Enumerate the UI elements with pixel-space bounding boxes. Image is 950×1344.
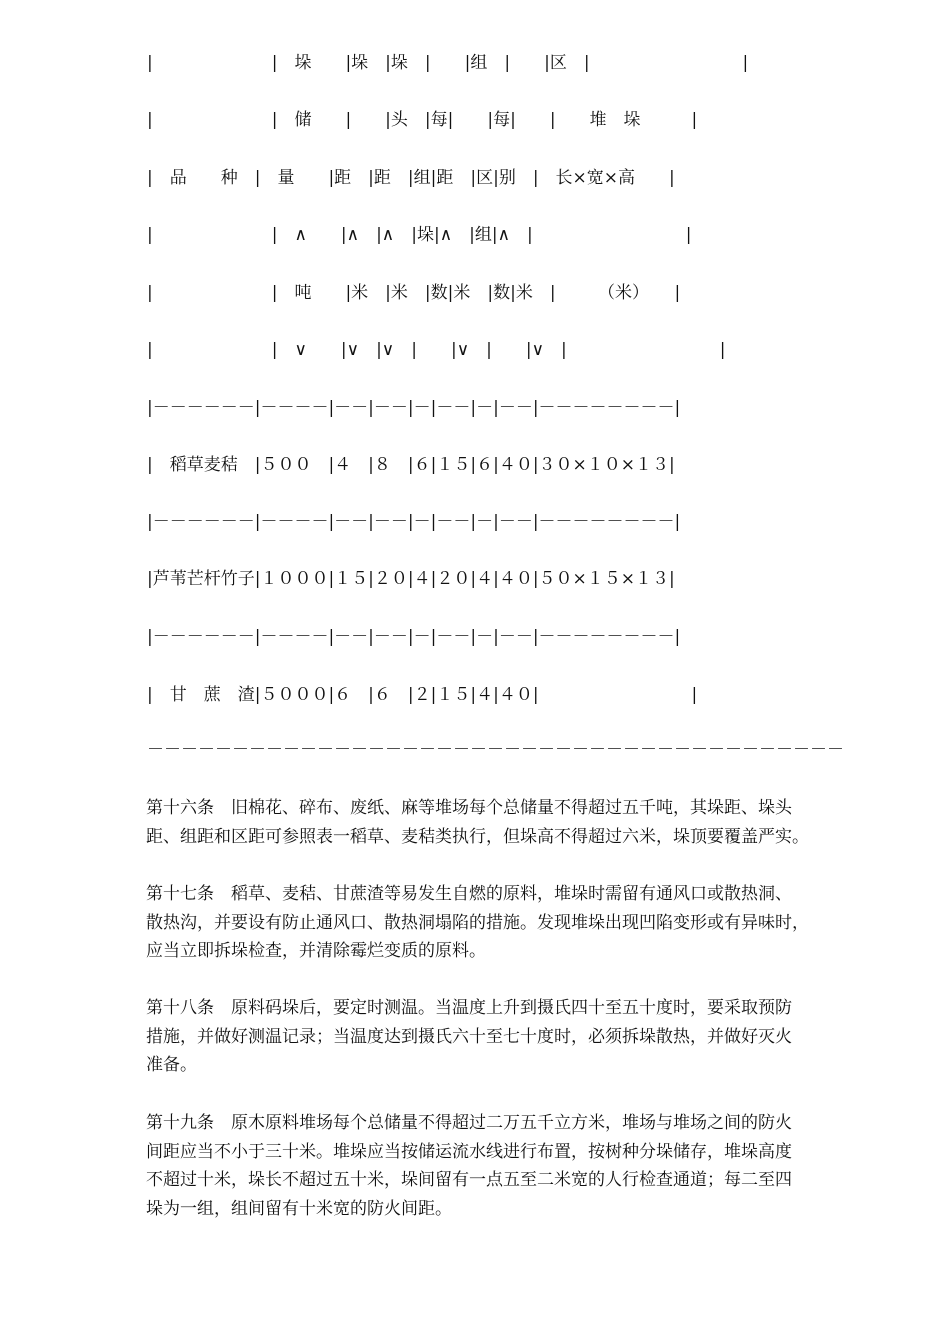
table-row-straw: | 稻草麦秸 |５００ |４ |８ |６|１５|６|４０|３０×１０×１３| — [147, 455, 675, 475]
table-separator: |－－－－－－|－－－－|－－|－－|－|－－|－|－－|－－－－－－－－| — [147, 512, 681, 532]
article-16 — [146, 794, 888, 851]
table-header-row-5: | | 吨 |米 |米 |数|米 |数|米 | （米） | — [147, 283, 681, 303]
table-row-bagasse: | 甘 蔗 渣|５０００|６ |６ |２|１５|４|４０| | — [147, 685, 698, 705]
article-line: 第十八条 原料码垛后，要定时测温。当温度上升到摄氏四十至五十度时，要采取预防 — [146, 998, 792, 1018]
article-line: 第十七条 稻草、麦秸、甘蔗渣等易发生自燃的原料，堆垛时需留有通风口或散热洞、 — [146, 884, 792, 904]
article-line: 第十九条 原木原料堆场每个总储量不得超过二万五千立方米，堆场与堆场之间的防火 — [146, 1113, 792, 1133]
article-19 — [146, 1109, 888, 1223]
article-line: 应当立即拆垛检查，并清除霉烂变质的原料。 — [146, 941, 486, 961]
article-line: 垛为一组，组间留有十米宽的防火间距。 — [146, 1198, 452, 1219]
table-header-row-2: | | 储 | |头 |每| |每| | 堆 垛 | — [147, 110, 698, 130]
table-header-row-3: | 品 种 | 量 |距 |距 |组|距 |区|别 | 长×宽×高 | — [147, 168, 675, 188]
table-header-row-1: | | 垛 |垛 |垛 | |组 | |区 | | — [147, 53, 749, 73]
article-line: 间距应当不小于三十米。堆垛应当按储运流水线进行布置，按树种分垛储存，堆垛高度 — [146, 1141, 792, 1162]
article-line: 措施，并做好测温记录；当温度达到摄氏六十至七十度时，必须拆垛散热，并做好灭火 — [146, 1026, 792, 1047]
table-separator: |－－－－－－|－－－－|－－|－－|－|－－|－|－－|－－－－－－－－| — [147, 398, 681, 418]
article-line: 第十六条 旧棉花、碎布、废纸、麻等堆场每个总储量不得超过五千吨，其垛距、垛头 — [146, 798, 792, 818]
table-row-reed: |芦苇芒杆竹子|１０００|１５|２０|４|２０|４|４０|５０×１５×１３| — [147, 569, 675, 589]
article-17 — [146, 880, 888, 966]
article-18 — [146, 994, 888, 1080]
article-line: 不超过十米，垛长不超过五十米，垛间留有一点五至二米宽的人行检查通道；每二至四 — [146, 1170, 792, 1190]
article-line: 距、组距和区距可参照表一稻草、麦秸类执行，但垛高不得超过六米，垛顶要覆盖严实。 — [146, 826, 809, 847]
table-bottom-rule: －－－－－－－－－－－－－－－－－－－－－－－－－－－－－－－－－－－－－－－－－ — [147, 740, 844, 760]
article-line: 散热沟，并要设有防止通风口、散热洞塌陷的措施。发现堆垛出现凹陷变形或有异味时， — [146, 912, 809, 933]
table-separator: |－－－－－－|－－－－|－－|－－|－|－－|－|－－|－－－－－－－－| — [147, 627, 681, 647]
table-header-row-4: | | ∧ |∧ |∧ |垛|∧ |组|∧ | | — [147, 225, 692, 245]
table-header-row-6: | | ∨ |∨ |∨ | |∨ | |∨ | | — [147, 340, 726, 360]
article-line: 准备。 — [146, 1055, 197, 1075]
